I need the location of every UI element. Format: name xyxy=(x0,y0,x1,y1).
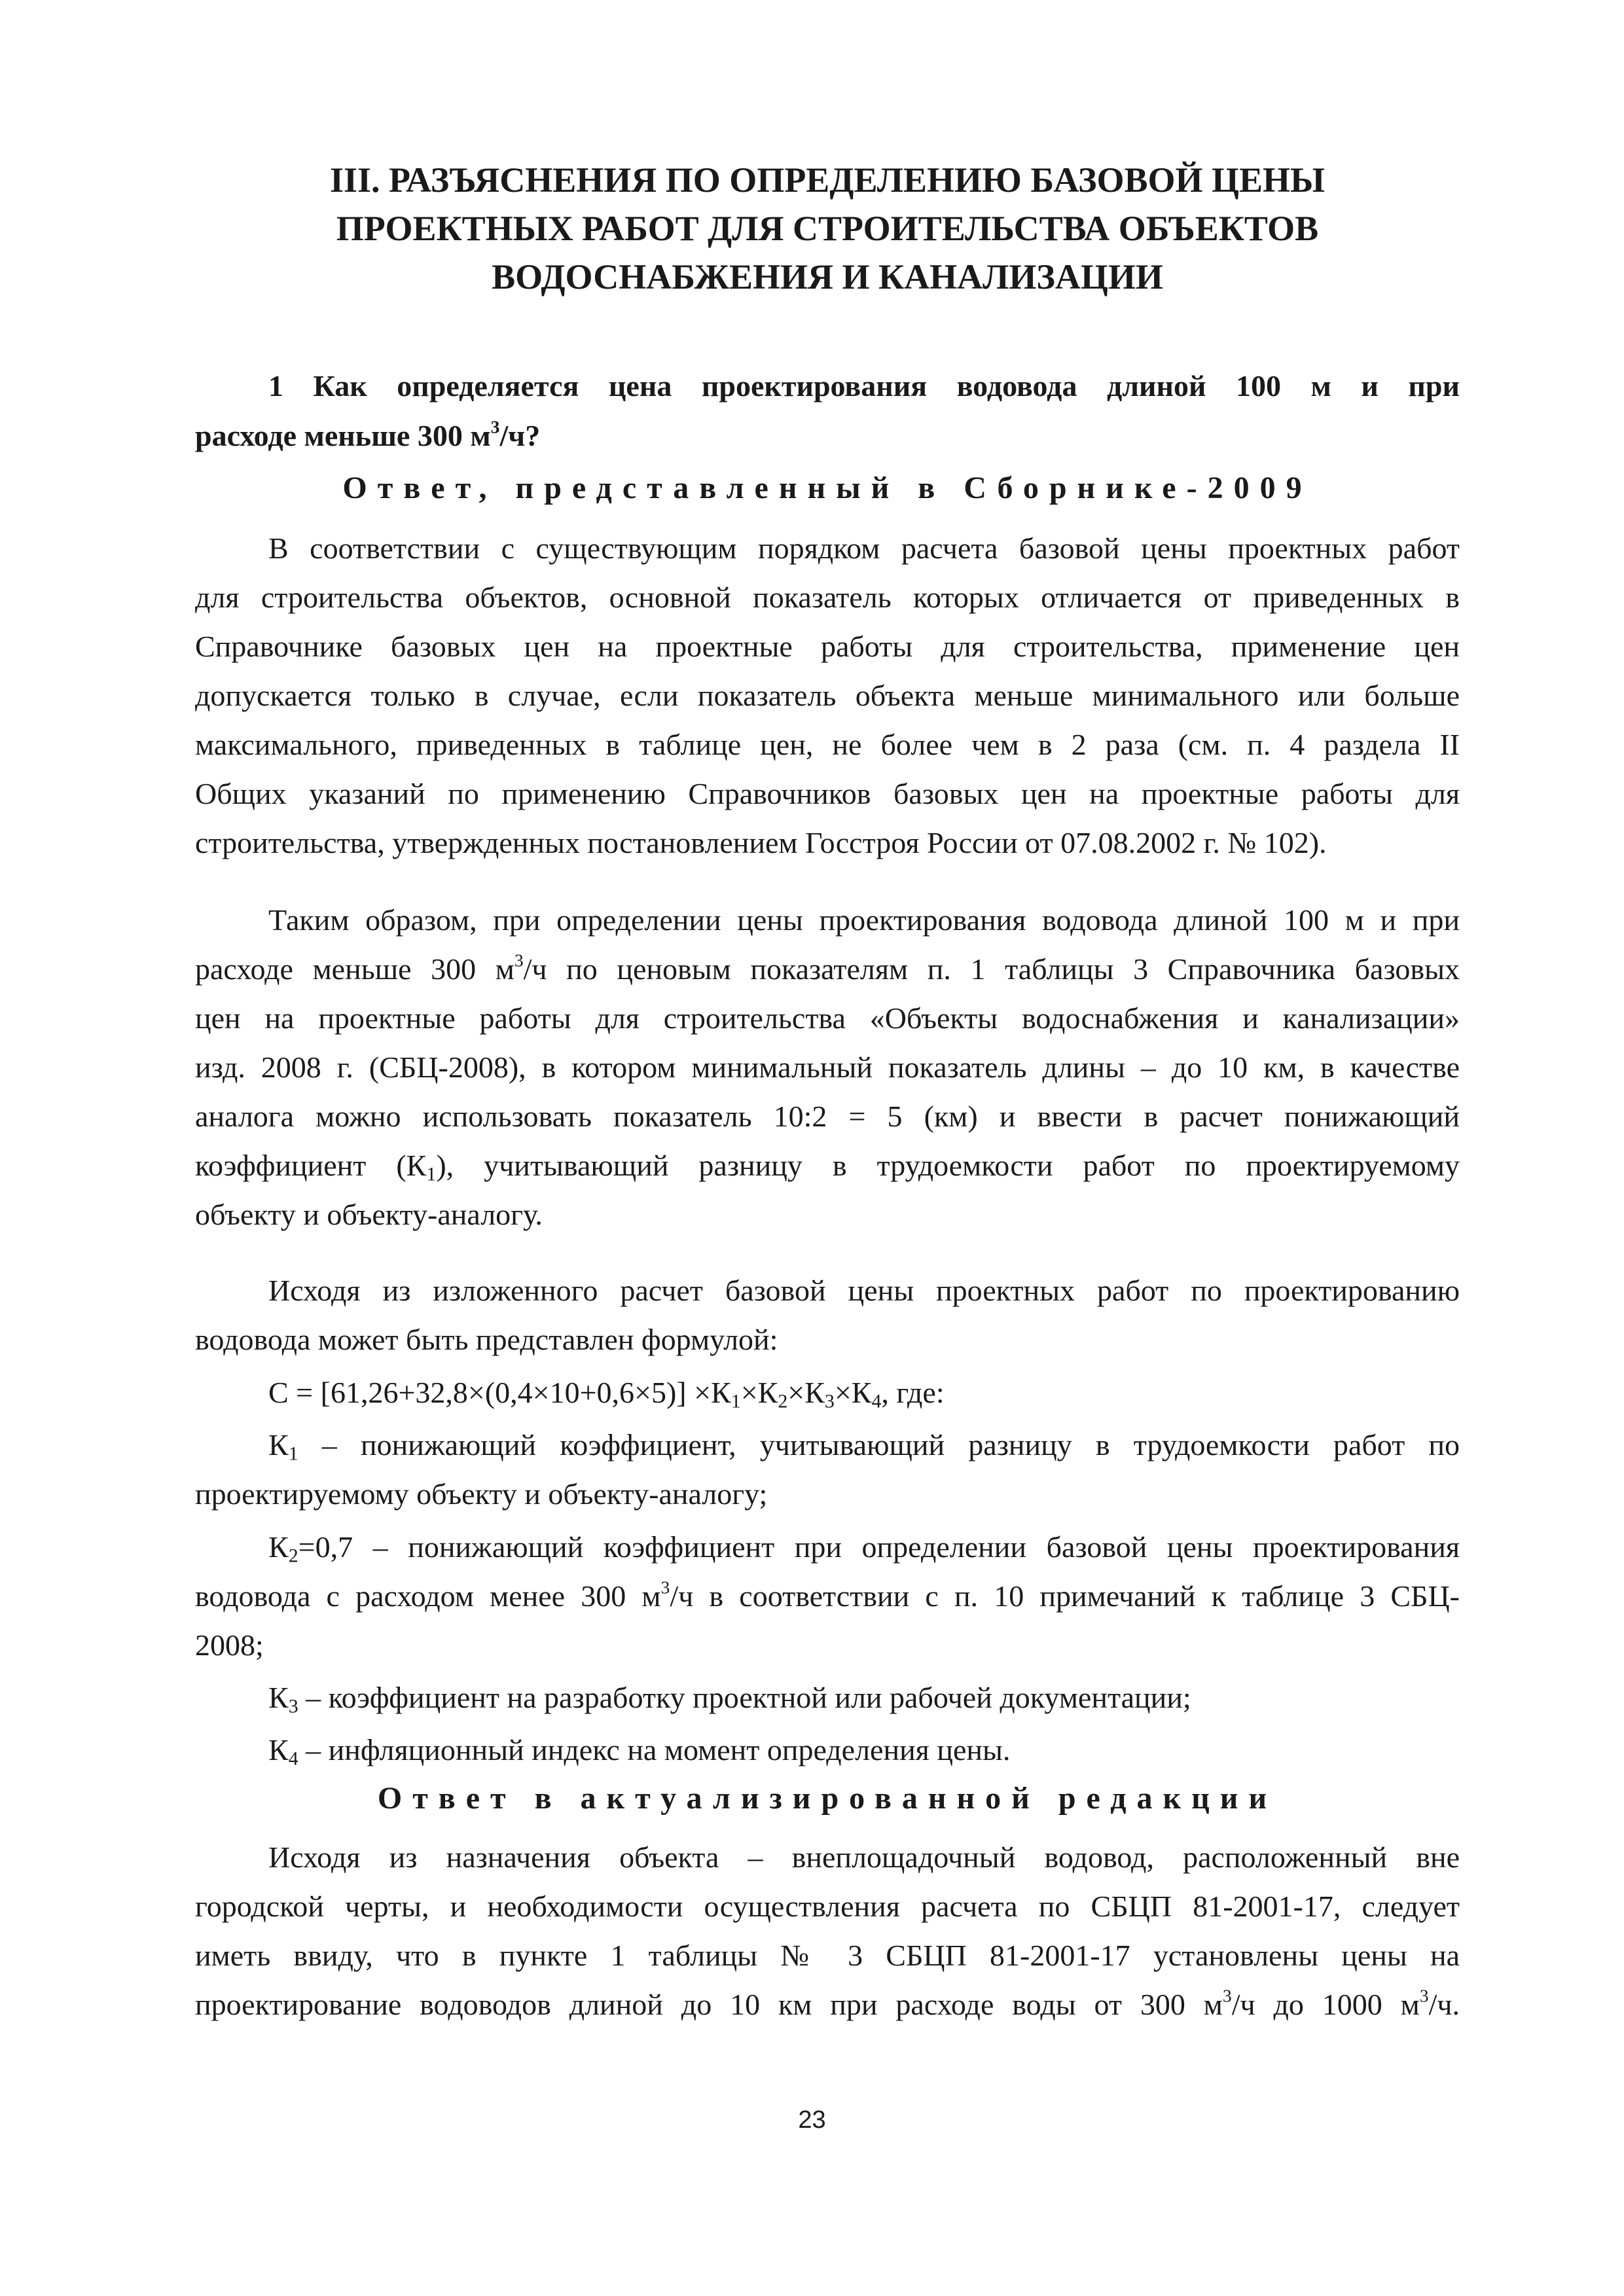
question-word: при xyxy=(1408,369,1460,403)
paragraph-line: Таким образом, при определении цены проектирования водовода длиной 100 м и при xyxy=(268,903,1460,937)
question-number: 1 xyxy=(268,369,283,403)
subheading-updated-answer: Ответ в актуализированной редакции xyxy=(377,1781,1278,1816)
text-run: /ч по ценовым показателям п. 1 таблицы 3 Справочника базовых xyxy=(523,952,1460,986)
superscript: 3 xyxy=(660,1577,670,1598)
title-line-1: III. РАЗЪЯСНЕНИЯ ПО ОПРЕДЕЛЕНИЮ БАЗОВОЙ ЦЕНЫ xyxy=(329,160,1326,200)
paragraph-line: Исходя из изложенного расчет базовой цены проектных работ по проектированию xyxy=(268,1274,1460,1307)
paragraph-1 xyxy=(195,524,1460,867)
subscript: 3 xyxy=(824,1390,835,1412)
question-word: Как xyxy=(313,369,367,403)
paragraph-line: строительства, утвержденных постановлением Госстроя России от 07.08.2002 г. № 102). xyxy=(195,826,1327,859)
paragraph-line: изд. 2008 г. (СБЦ-2008), в котором минимальный показатель длины – до 10 км, в качестве xyxy=(195,1050,1460,1084)
text-run: водовода с расходом менее 300 м xyxy=(195,1579,661,1613)
text-run: ), учитывающий разницу в трудоемкости работ по проектируемому xyxy=(436,1149,1460,1182)
question-word: длиной xyxy=(1106,369,1206,403)
paragraph-line xyxy=(195,1725,1460,1774)
text-run: – понижающий коэффициент, учитывающий разницу в трудоемкости работ по xyxy=(298,1428,1460,1462)
subscript: 3 xyxy=(288,1695,298,1717)
text-run: ×К xyxy=(834,1376,872,1409)
text-run: /ч до 1000 м xyxy=(1231,1988,1420,2021)
paragraph-line xyxy=(195,944,1460,994)
paragraph-line: 2008; xyxy=(195,1628,264,1662)
subscript: 4 xyxy=(871,1390,882,1412)
subscript: 1 xyxy=(288,1443,298,1465)
text-run: коэффициент (К xyxy=(195,1149,427,1182)
question-word: и xyxy=(1361,369,1379,403)
text-run: /ч в соответствии с п. 10 примечаний к таблице 3 СБЦ- xyxy=(670,1579,1460,1613)
paragraph-line: городской черты, и необходимости осуществления расчета по СБЦП 81-2001-17, следует xyxy=(195,1890,1460,1923)
text-run: К xyxy=(268,1733,289,1767)
paragraph-line: цен на проектные работы для строительства «Объекты водоснабжения и канализации» xyxy=(195,1001,1460,1035)
page-number: 23 xyxy=(798,2106,826,2134)
text-run: – инфляционный индекс на момент определения цены. xyxy=(298,1733,1011,1767)
paragraph-line: В соответствии с существующим порядком расчета базовой цены проектных работ xyxy=(268,531,1460,565)
text-run: С = [61,26+32,8×(0,4×10+0,6×5)] ×К xyxy=(268,1376,731,1409)
paragraph-line: проектируемому объекту и объекту-аналогу; xyxy=(195,1477,768,1511)
paragraph-3 xyxy=(195,1266,1460,1364)
definition-k3 xyxy=(195,1673,1460,1722)
paragraph-line: допускается только в случае, если показатель объекта меньше минимального или больше xyxy=(195,679,1460,712)
text-run: – коэффициент на разработку проектной или рабочей документации; xyxy=(298,1681,1191,1714)
paragraph-line xyxy=(195,1673,1460,1722)
paragraph-line: Справочнике базовых цен на проектные работы для строительства, применение цен xyxy=(195,630,1460,663)
subscript: 4 xyxy=(288,1748,298,1770)
text-run: /ч. xyxy=(1428,1988,1460,2021)
paragraph-line: аналога можно использовать показатель 10:2 = 5 (км) и ввести в расчет понижающий xyxy=(195,1100,1460,1133)
question-word: м xyxy=(1310,369,1331,403)
paragraph-line xyxy=(195,1141,1460,1190)
definition-k4 xyxy=(195,1725,1460,1774)
subheading-answer-2009: Ответ, представленный в Сборнике-2009 xyxy=(342,471,1312,505)
paragraph-line xyxy=(195,1522,1460,1571)
superscript: 3 xyxy=(1419,1985,1429,2006)
superscript: 3 xyxy=(1222,1985,1232,2006)
definition-k2 xyxy=(195,1522,1460,1670)
text-run: К xyxy=(268,1681,289,1714)
question-line-2 xyxy=(195,411,1460,461)
paragraph-line xyxy=(195,1420,1460,1469)
title-line-3: ВОДОСНАБЖЕНИЯ И КАНАЛИЗАЦИИ xyxy=(492,257,1163,296)
text-run: , где: xyxy=(881,1376,945,1409)
subscript: 1 xyxy=(731,1390,741,1412)
text-run: расходе меньше 300 м xyxy=(195,952,514,986)
paragraph-line xyxy=(195,1571,1460,1621)
superscript: 3 xyxy=(514,950,524,971)
paragraph-line: иметь ввиду, что в пункте 1 таблицы № 3 СБЦП 81-2001-17 установлены цены на xyxy=(195,1939,1460,1972)
paragraph-line: для строительства объектов, основной показатель которых отличается от приведенных в xyxy=(195,581,1460,614)
paragraph-line: Общих указаний по применению Справочников базовых цен на проектные работы для xyxy=(195,777,1460,810)
text-run: ×К xyxy=(740,1376,778,1409)
formula-line xyxy=(195,1368,1460,1417)
paragraph-line: водовода может быть представлен формулой: xyxy=(195,1323,778,1356)
text-run: =0,7 – понижающий коэффициент при определении базовой цены проектирования xyxy=(298,1530,1460,1564)
question-line-1 xyxy=(195,361,1460,411)
question-text: /ч? xyxy=(499,419,541,452)
paragraph-2 xyxy=(195,895,1460,1239)
paragraph-line: объекту и объекту-аналогу. xyxy=(195,1198,543,1231)
paragraph-line: Исходя из назначения объекта – внеплощадочный водовод, расположенный вне xyxy=(268,1840,1460,1874)
section-title xyxy=(195,156,1460,301)
text-run: ×К xyxy=(787,1376,825,1409)
title-line-2: ПРОЕКТНЫХ РАБОТ ДЛЯ СТРОИТЕЛЬСТВА ОБЪЕКТОВ xyxy=(336,209,1319,248)
question-word: водовода xyxy=(956,369,1077,403)
definition-k1 xyxy=(195,1420,1460,1518)
formula xyxy=(195,1368,1460,1417)
paragraph-line xyxy=(195,1980,1460,2029)
paragraph-4 xyxy=(195,1833,1460,2029)
superscript: 3 xyxy=(490,416,500,437)
question-1 xyxy=(195,361,1460,461)
text-run: К xyxy=(268,1530,289,1564)
paragraph-line: максимального, приведенных в таблице цен, не более чем в 2 раза (см. п. 4 раздела II xyxy=(195,728,1460,761)
question-word: 100 xyxy=(1236,369,1282,403)
subscript: 2 xyxy=(778,1390,788,1412)
question-word: определяется xyxy=(397,369,579,403)
text-run: К xyxy=(268,1428,289,1462)
subscript: 2 xyxy=(288,1545,298,1567)
question-word: цена xyxy=(608,369,672,403)
question-text: расходе меньше 300 м xyxy=(195,419,491,452)
subscript: 1 xyxy=(426,1163,437,1185)
question-word: проектирования xyxy=(701,369,928,403)
text-run: проектирование водоводов длиной до 10 км при расходе воды от 300 м xyxy=(195,1988,1223,2021)
